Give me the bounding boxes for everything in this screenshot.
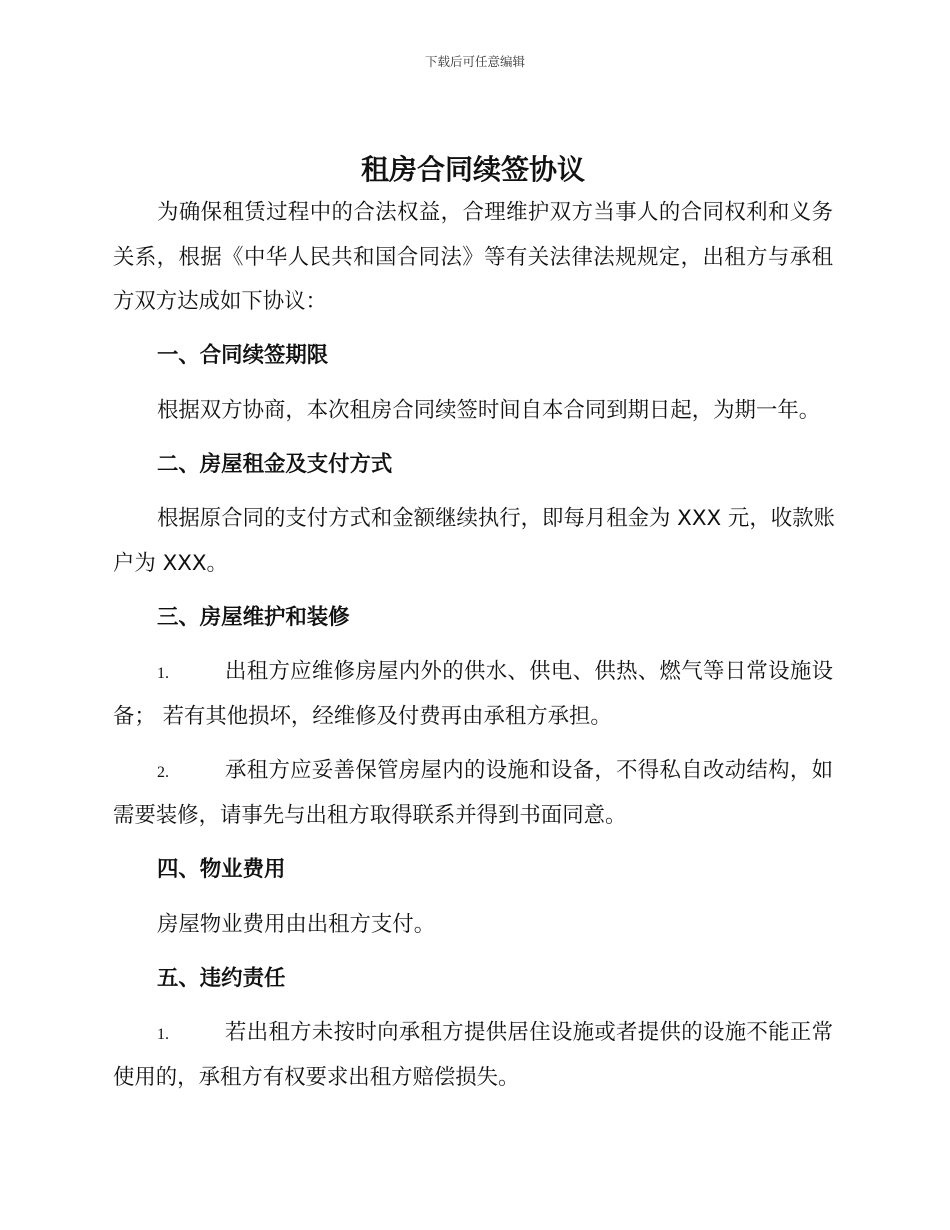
section-heading: [113, 334, 833, 379]
section-heading-text: 一、合同续签期限: [157, 343, 329, 369]
section-paragraph: [113, 497, 833, 586]
numbered-item: [113, 1011, 833, 1100]
numbered-item: [113, 650, 833, 739]
section-heading: [113, 848, 833, 893]
numbered-item: [113, 749, 833, 838]
paragraph-line: 根据双方协商，本次租房合同续签时间自本合同到期日起，为期一年。: [157, 397, 821, 423]
section-paragraph: [113, 903, 833, 948]
paragraph-line: 方双方达成如下协议：: [113, 289, 327, 315]
item-text: 出租方应维修房屋内外的供水、供电、供热、燃气等日常设施设: [225, 659, 833, 685]
paragraph-line: 根据原合同的支付方式和金额继续执行，即每月租金为 XXX 元，收款账: [157, 506, 835, 532]
section-heading-text: 四、物业费用: [157, 857, 286, 883]
section-heading: [113, 596, 833, 641]
section-heading-text: 五、违约责任: [157, 965, 286, 991]
item-number: 1.: [157, 1026, 169, 1044]
section-heading-text: 二、房屋租金及支付方式: [157, 452, 393, 478]
numbered-item-first-line: [113, 650, 833, 695]
section-heading-text: 三、房屋维护和装修: [157, 605, 350, 631]
numbered-item-first-line: [113, 1011, 833, 1056]
paragraph-line: 使用的，承租方有权要求出租方赔偿损失。: [113, 1064, 520, 1090]
item-number: 2.: [157, 764, 169, 782]
header-note: 下载后可任意编辑: [424, 54, 525, 69]
item-text: 若出租方未按时向承租方提供居住设施或者提供的设施不能正常: [225, 1020, 833, 1046]
paragraph-line: 房屋物业费用由出租方支付。: [157, 911, 436, 937]
paragraph-line: 关系，根据《中华人民共和国合同法》等有关法律法规规定，出租方与承租: [113, 244, 833, 270]
intro-paragraph: [113, 191, 833, 325]
paragraph-line: 为确保租赁过程中的合法权益，合理维护双方当事人的合同权利和义务: [157, 200, 833, 225]
paragraph-line: 备； 若有其他损坏，经维修及付费再由承租方承担。: [113, 704, 612, 730]
document-title: 租房合同续签协议: [360, 153, 585, 186]
paragraph-line: 需要装修，请事先与出租方取得联系并得到书面同意。: [113, 802, 627, 828]
section-heading: [113, 443, 833, 488]
item-number: 1.: [157, 665, 169, 683]
item-text: 承租方应妥善保管房屋内的设施和设备，不得私自改动结构，如: [225, 758, 833, 784]
numbered-item-first-line: [113, 749, 833, 794]
section-heading: [113, 957, 833, 1002]
document-body: [113, 148, 833, 1110]
section-paragraph: [113, 389, 833, 434]
paragraph-line: 户为 XXX。: [113, 550, 228, 576]
